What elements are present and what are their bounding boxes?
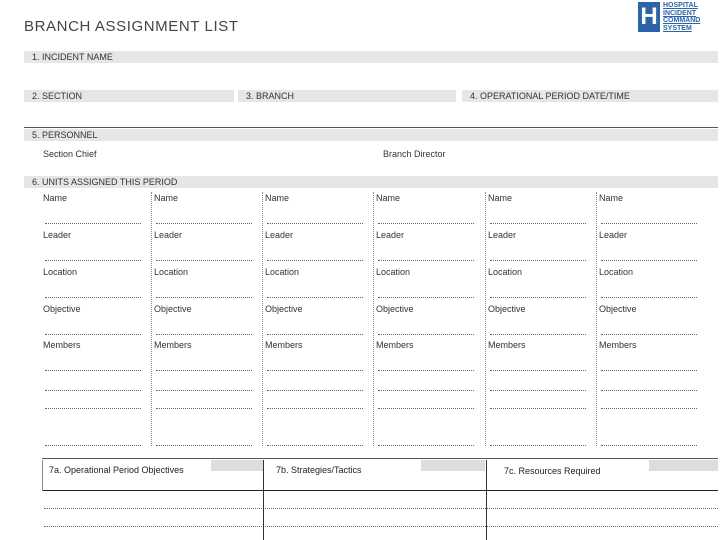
unit-members-label: Members	[154, 340, 192, 350]
unit-members-entry-line[interactable]	[156, 390, 252, 391]
unit-members-entry-line[interactable]	[378, 445, 474, 446]
unit-column-divider	[596, 192, 597, 446]
unit-members-entry-line[interactable]	[490, 370, 586, 371]
unit-name-label: Name	[265, 193, 290, 203]
unit-members-label: Members	[265, 340, 303, 350]
operational-period-label: 4. OPERATIONAL PERIOD DATE/TIME	[470, 91, 630, 101]
units-assigned-label: 6. UNITS ASSIGNED THIS PERIOD	[32, 177, 178, 187]
logo-line-4: SYSTEM	[663, 24, 692, 32]
unit-location-label: Location	[599, 267, 634, 277]
unit-members-label: Members	[43, 340, 81, 350]
unit-members-entry-line[interactable]	[378, 370, 474, 371]
unit-members-entry-line[interactable]	[601, 445, 697, 446]
unit-leader-label: Leader	[265, 230, 294, 240]
unit-members-entry-line[interactable]	[45, 445, 141, 446]
unit-name-label: Name	[488, 193, 513, 203]
unit-members-label: Members	[376, 340, 414, 350]
unit-leader-label: Leader	[376, 230, 405, 240]
unit-location-label: Location	[265, 267, 300, 277]
branch-field[interactable]	[238, 90, 456, 102]
strategies-tactics-label: 7b. Strategies/Tactics	[276, 465, 362, 475]
unit-members-entry-line[interactable]	[267, 408, 363, 409]
logo-line-2: INCIDENT	[663, 9, 697, 17]
column-divider	[263, 460, 264, 540]
unit-members-entry-line[interactable]	[378, 408, 474, 409]
unit-name-entry-line[interactable]	[156, 223, 252, 224]
unit-members-entry-line[interactable]	[45, 408, 141, 409]
unit-members-entry-line[interactable]	[45, 370, 141, 371]
resources-required-label: 7c. Resources Required	[504, 466, 601, 476]
unit-leader-label: Leader	[599, 230, 628, 240]
unit-column-divider	[262, 192, 263, 446]
unit-members-entry-line[interactable]	[156, 370, 252, 371]
unit-name-entry-line[interactable]	[45, 223, 141, 224]
unit-leader-entry-line[interactable]	[601, 260, 697, 261]
logo-line-1: HOSPITAL	[663, 2, 698, 9]
incident-name-field[interactable]	[24, 51, 718, 63]
personnel-header	[24, 129, 718, 141]
unit-members-label: Members	[488, 340, 526, 350]
unit-column-divider	[485, 192, 486, 446]
unit-location-label: Location	[376, 267, 411, 277]
unit-name-entry-line[interactable]	[490, 223, 586, 224]
column-divider	[486, 460, 487, 540]
shade-block	[649, 460, 718, 471]
unit-name-entry-line[interactable]	[378, 223, 474, 224]
unit-leader-label: Leader	[43, 230, 72, 240]
unit-objective-label: Objective	[154, 304, 192, 314]
unit-members-entry-line[interactable]	[267, 445, 363, 446]
unit-members-entry-line[interactable]	[601, 408, 697, 409]
branch-label: 3. BRANCH	[246, 91, 295, 101]
unit-members-entry-line[interactable]	[601, 370, 697, 371]
unit-location-entry-line[interactable]	[490, 297, 586, 298]
unit-location-entry-line[interactable]	[156, 297, 252, 298]
operational-period-field[interactable]	[462, 90, 718, 102]
operational-period-objectives-label: 7a. Operational Period Objectives	[49, 465, 184, 475]
form-title: BRANCH ASSIGNMENT LIST	[24, 18, 239, 35]
unit-location-entry-line[interactable]	[45, 297, 141, 298]
personnel-label: 5. PERSONNEL	[32, 130, 98, 140]
unit-members-entry-line[interactable]	[601, 390, 697, 391]
section-label: 2. SECTION	[32, 91, 83, 101]
unit-location-label: Location	[43, 267, 78, 277]
unit-members-label: Members	[599, 340, 637, 350]
unit-column-divider	[373, 192, 374, 446]
unit-location-entry-line[interactable]	[378, 297, 474, 298]
unit-members-entry-line[interactable]	[267, 370, 363, 371]
unit-members-entry-line[interactable]	[378, 390, 474, 391]
unit-leader-entry-line[interactable]	[45, 260, 141, 261]
unit-objective-entry-line[interactable]	[490, 334, 586, 335]
unit-name-entry-line[interactable]	[601, 223, 697, 224]
unit-name-label: Name	[376, 193, 401, 203]
unit-leader-entry-line[interactable]	[156, 260, 252, 261]
shade-block	[211, 460, 263, 471]
units-assigned-header	[24, 176, 718, 188]
unit-objective-entry-line[interactable]	[378, 334, 474, 335]
unit-location-entry-line[interactable]	[601, 297, 697, 298]
unit-leader-entry-line[interactable]	[378, 260, 474, 261]
column-divider	[42, 460, 43, 491]
unit-members-entry-line[interactable]	[267, 390, 363, 391]
divider	[42, 458, 718, 459]
unit-objective-label: Objective	[599, 304, 637, 314]
branch-director-label: Branch Director	[383, 149, 446, 159]
unit-name-label: Name	[154, 193, 179, 203]
unit-objective-label: Objective	[488, 304, 526, 314]
objectives-entry-line[interactable]	[44, 508, 718, 509]
unit-objective-label: Objective	[265, 304, 303, 314]
unit-name-label: Name	[599, 193, 624, 203]
unit-leader-entry-line[interactable]	[267, 260, 363, 261]
unit-objective-label: Objective	[376, 304, 414, 314]
unit-members-entry-line[interactable]	[156, 445, 252, 446]
unit-members-entry-line[interactable]	[490, 390, 586, 391]
section-chief-label: Section Chief	[43, 149, 97, 159]
unit-objective-entry-line[interactable]	[156, 334, 252, 335]
unit-objective-entry-line[interactable]	[267, 334, 363, 335]
logo-text	[663, 2, 700, 32]
unit-objective-entry-line[interactable]	[45, 334, 141, 335]
objectives-entry-line[interactable]	[44, 526, 718, 527]
unit-objective-entry-line[interactable]	[601, 334, 697, 335]
unit-name-label: Name	[43, 193, 68, 203]
unit-members-entry-line[interactable]	[490, 408, 586, 409]
logo-line-3: COMMAND	[663, 17, 701, 24]
unit-column-divider	[151, 192, 152, 446]
unit-location-label: Location	[154, 267, 189, 277]
divider	[24, 127, 718, 128]
unit-members-entry-line[interactable]	[45, 390, 141, 391]
unit-name-entry-line[interactable]	[267, 223, 363, 224]
unit-leader-label: Leader	[488, 230, 517, 240]
unit-leader-label: Leader	[154, 230, 183, 240]
unit-members-entry-line[interactable]	[156, 408, 252, 409]
unit-location-entry-line[interactable]	[267, 297, 363, 298]
unit-location-label: Location	[488, 267, 523, 277]
hics-logo	[638, 2, 718, 34]
shade-block	[421, 460, 485, 471]
logo-letter: H	[640, 3, 658, 30]
unit-leader-entry-line[interactable]	[490, 260, 586, 261]
incident-name-label: 1. INCIDENT NAME	[32, 52, 113, 62]
unit-members-entry-line[interactable]	[490, 445, 586, 446]
unit-objective-label: Objective	[43, 304, 81, 314]
divider	[42, 490, 718, 491]
section-field[interactable]	[24, 90, 234, 102]
